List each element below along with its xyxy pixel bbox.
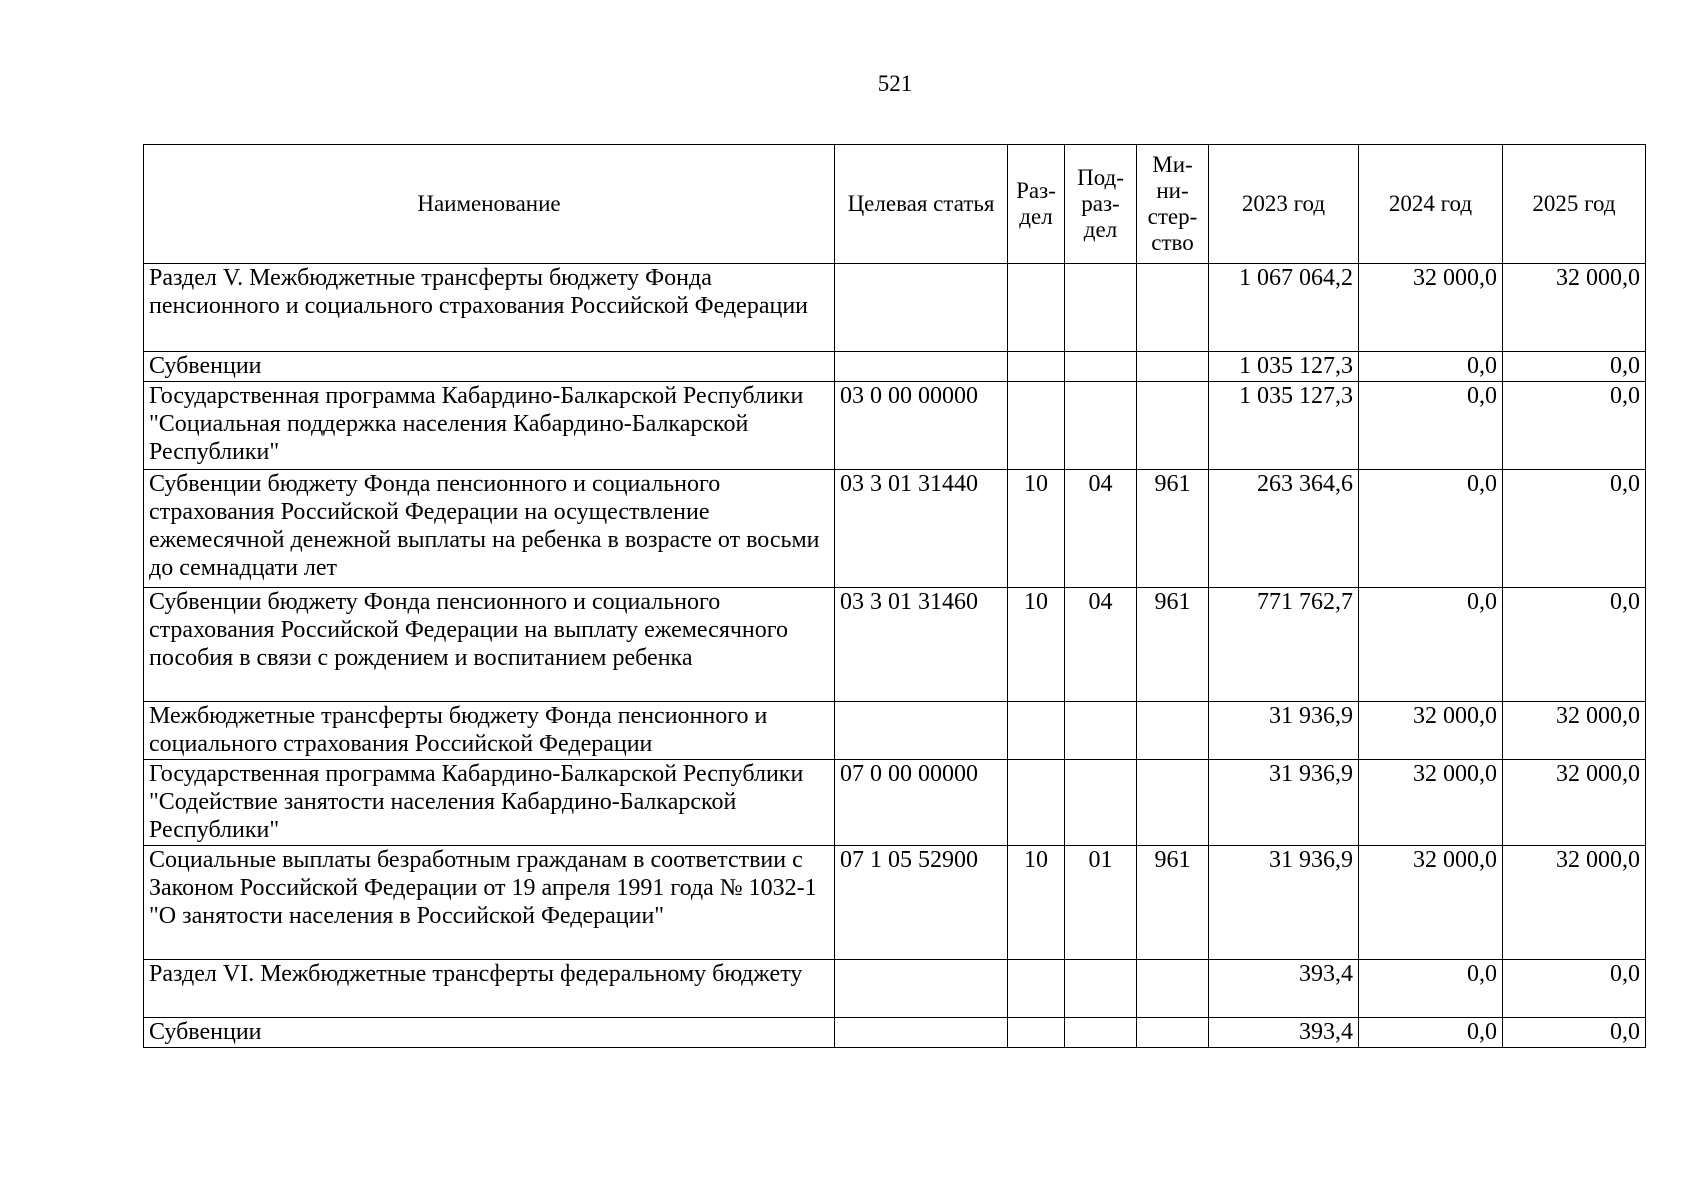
cell-name: Субвенции (144, 1018, 835, 1048)
cell-2025: 0,0 (1503, 382, 1646, 470)
cell-2023: 1 035 127,3 (1209, 352, 1359, 382)
cell-2025: 0,0 (1503, 960, 1646, 1018)
cell-2025: 32 000,0 (1503, 702, 1646, 760)
cell-target: 03 3 01 31440 (835, 470, 1008, 588)
cell-ministry (1137, 1018, 1209, 1048)
cell-target: 07 1 05 52900 (835, 846, 1008, 960)
cell-2024: 32 000,0 (1359, 760, 1503, 846)
cell-2025: 32 000,0 (1503, 846, 1646, 960)
cell-subsection (1065, 960, 1137, 1018)
cell-section (1008, 264, 1065, 352)
cell-ministry (1137, 960, 1209, 1018)
cell-subsection: 01 (1065, 846, 1137, 960)
cell-2024: 0,0 (1359, 352, 1503, 382)
cell-section (1008, 1018, 1065, 1048)
cell-name: Субвенции бюджету Фонда пенсионного и социального страхования Российской Федерации на осуществление ежемесячной денежной выплаты на ребенка в возрасте от восьми до семнадцати лет (144, 470, 835, 588)
cell-ministry (1137, 352, 1209, 382)
cell-ministry: 961 (1137, 846, 1209, 960)
cell-target: 03 3 01 31460 (835, 588, 1008, 702)
cell-2025: 0,0 (1503, 588, 1646, 702)
cell-name: Раздел VI. Межбюджетные трансферты федеральному бюджету (144, 960, 835, 1018)
cell-section (1008, 960, 1065, 1018)
table-row (144, 760, 1646, 846)
cell-ministry (1137, 382, 1209, 470)
cell-section (1008, 352, 1065, 382)
cell-2023: 1 067 064,2 (1209, 264, 1359, 352)
cell-2024: 0,0 (1359, 382, 1503, 470)
header-target: Целевая статья (835, 145, 1008, 264)
table-row (144, 352, 1646, 382)
cell-name: Социальные выплаты безработным гражданам в соответствии с Законом Российской Федерации от 19 апреля 1991 года № 1032-1 "О занятости населения в Российской Федерации" (144, 846, 835, 960)
cell-2025: 0,0 (1503, 1018, 1646, 1048)
header-2023: 2023 год (1209, 145, 1359, 264)
header-subsection: Под- раз- дел (1065, 145, 1137, 264)
cell-2025: 32 000,0 (1503, 760, 1646, 846)
cell-target (835, 1018, 1008, 1048)
table-header-row (144, 145, 1646, 264)
cell-target (835, 352, 1008, 382)
cell-subsection: 04 (1065, 470, 1137, 588)
cell-subsection (1065, 760, 1137, 846)
cell-subsection (1065, 702, 1137, 760)
cell-ministry (1137, 760, 1209, 846)
cell-2025: 0,0 (1503, 470, 1646, 588)
cell-2024: 0,0 (1359, 960, 1503, 1018)
table-row (144, 588, 1646, 702)
cell-name: Государственная программа Кабардино-Балкарской Республики "Содействие занятости населения Кабардино-Балкарской Республики" (144, 760, 835, 846)
cell-name: Раздел V. Межбюджетные трансферты бюджету Фонда пенсионного и социального страхования Российской Федерации (144, 264, 835, 352)
cell-2025: 32 000,0 (1503, 264, 1646, 352)
page-number: 521 (877, 71, 913, 96)
cell-section: 10 (1008, 470, 1065, 588)
cell-2023: 31 936,9 (1209, 702, 1359, 760)
cell-2023: 31 936,9 (1209, 760, 1359, 846)
cell-2023: 393,4 (1209, 960, 1359, 1018)
cell-2023: 263 364,6 (1209, 470, 1359, 588)
cell-section: 10 (1008, 588, 1065, 702)
cell-ministry (1137, 702, 1209, 760)
cell-2023: 31 936,9 (1209, 846, 1359, 960)
cell-2023: 771 762,7 (1209, 588, 1359, 702)
cell-2024: 0,0 (1359, 1018, 1503, 1048)
header-name: Наименование (144, 145, 835, 264)
cell-subsection (1065, 382, 1137, 470)
budget-table (143, 144, 1646, 1048)
cell-2025: 0,0 (1503, 352, 1646, 382)
table-row (144, 264, 1646, 352)
table-row (144, 1018, 1646, 1048)
cell-2024: 32 000,0 (1359, 702, 1503, 760)
cell-target (835, 702, 1008, 760)
cell-name: Субвенции бюджету Фонда пенсионного и социального страхования Российской Федерации на выплату ежемесячного пособия в связи с рождением и воспитанием ребенка (144, 588, 835, 702)
table-row (144, 470, 1646, 588)
table-row (144, 846, 1646, 960)
cell-target: 07 0 00 00000 (835, 760, 1008, 846)
cell-target (835, 264, 1008, 352)
cell-2024: 32 000,0 (1359, 846, 1503, 960)
cell-subsection: 04 (1065, 588, 1137, 702)
cell-name: Субвенции (144, 352, 835, 382)
header-ministry: Ми- ни- стер- ство (1137, 145, 1209, 264)
cell-2023: 393,4 (1209, 1018, 1359, 1048)
cell-name: Межбюджетные трансферты бюджету Фонда пенсионного и социального страхования Российской Федерации (144, 702, 835, 760)
cell-2024: 32 000,0 (1359, 264, 1503, 352)
cell-subsection (1065, 1018, 1137, 1048)
cell-2024: 0,0 (1359, 588, 1503, 702)
cell-target (835, 960, 1008, 1018)
cell-ministry: 961 (1137, 470, 1209, 588)
cell-section (1008, 760, 1065, 846)
cell-2024: 0,0 (1359, 470, 1503, 588)
cell-section: 10 (1008, 846, 1065, 960)
table-row (144, 382, 1646, 470)
header-section: Раз- дел (1008, 145, 1065, 264)
table-row (144, 960, 1646, 1018)
table-row (144, 702, 1646, 760)
cell-target: 03 0 00 00000 (835, 382, 1008, 470)
cell-ministry (1137, 264, 1209, 352)
cell-subsection (1065, 352, 1137, 382)
header-2025: 2025 год (1503, 145, 1646, 264)
cell-2023: 1 035 127,3 (1209, 382, 1359, 470)
cell-name: Государственная программа Кабардино-Балкарской Республики "Социальная поддержка населения Кабардино-Балкарской Республики" (144, 382, 835, 470)
cell-ministry: 961 (1137, 588, 1209, 702)
cell-subsection (1065, 264, 1137, 352)
header-2024: 2024 год (1359, 145, 1503, 264)
cell-section (1008, 702, 1065, 760)
cell-section (1008, 382, 1065, 470)
